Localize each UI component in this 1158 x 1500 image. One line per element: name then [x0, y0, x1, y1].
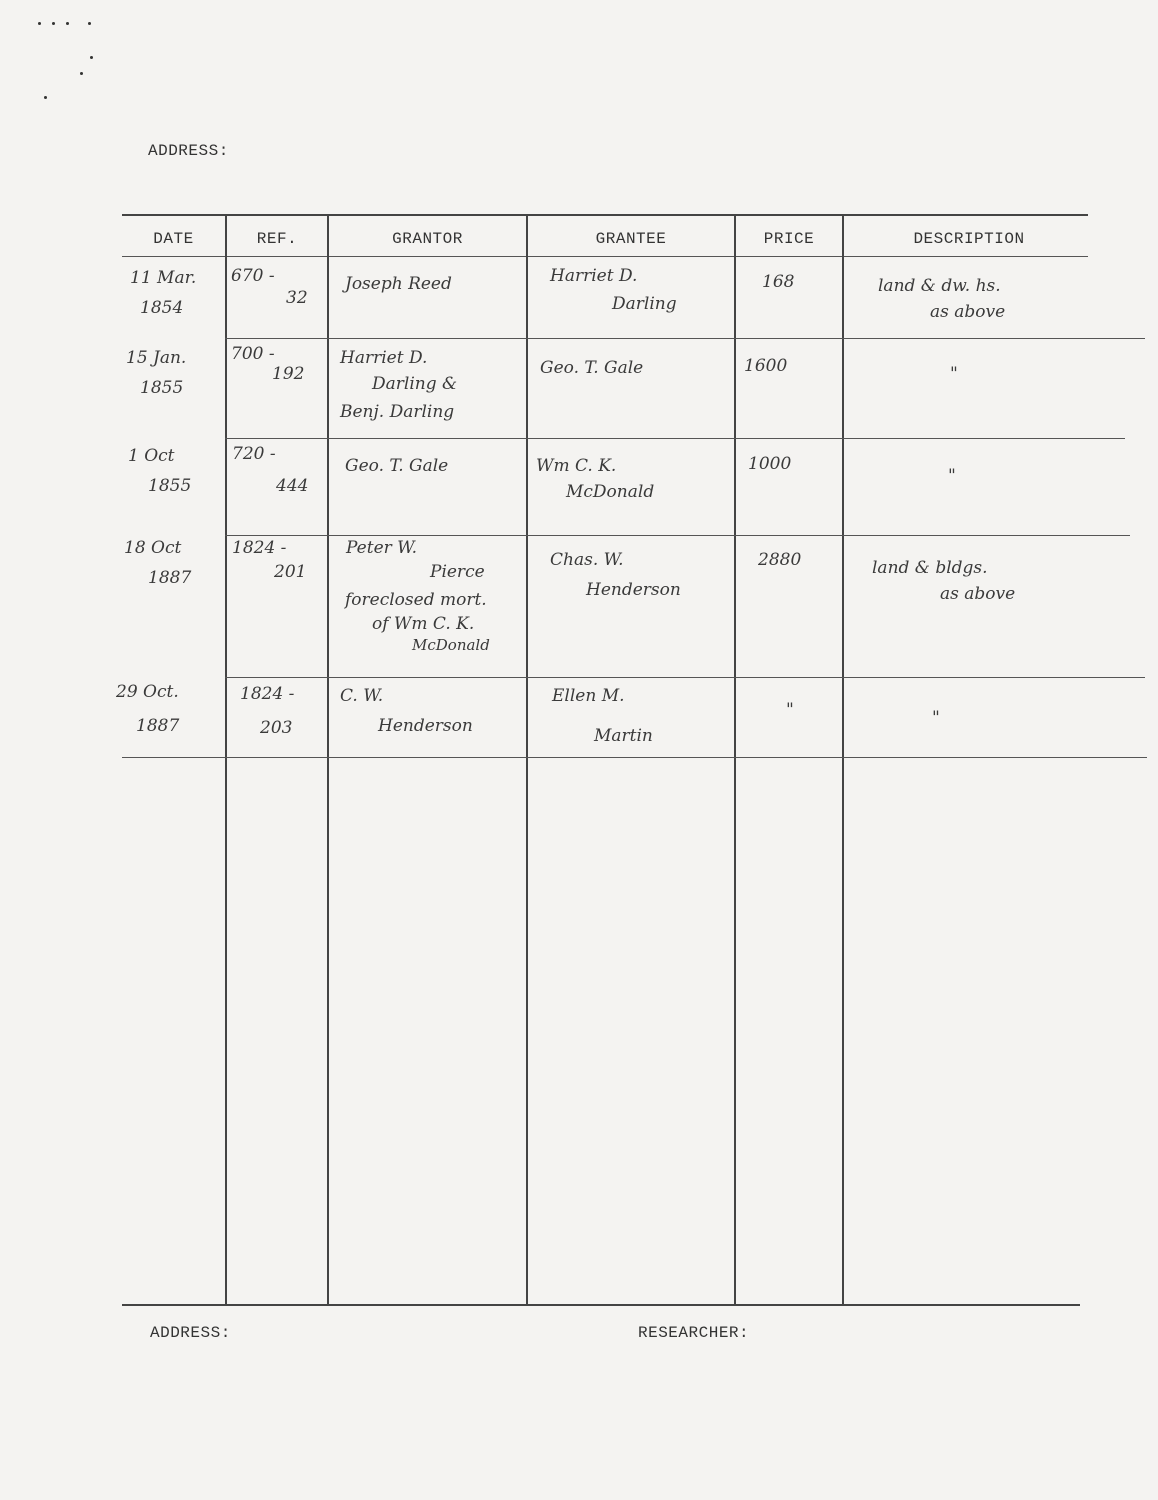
ref-cell-line: 700 - [231, 344, 275, 364]
grantee-cell-line: Henderson [586, 580, 681, 600]
grantee-cell-line: Geo. T. Gale [540, 358, 644, 378]
grantee-cell-line: Darling [612, 294, 677, 314]
date-cell-line: 18 Oct [124, 538, 182, 558]
column-divider [225, 215, 227, 1305]
price-cell: 2880 [758, 550, 802, 570]
grantor-cell-line: McDonald [412, 636, 490, 654]
price-cell: " [786, 700, 794, 720]
address-label-top: ADDRESS: [148, 142, 229, 160]
grantee-cell-line: Ellen M. [552, 686, 625, 706]
grantee-cell-line: Martin [594, 726, 653, 746]
date-cell-line: 1854 [140, 298, 184, 318]
grantor-cell-line: Darling & [372, 374, 458, 394]
grantor-cell-line: Henderson [378, 716, 473, 736]
ref-cell-line: 32 [286, 288, 308, 308]
row-divider [122, 757, 1147, 758]
researcher-label: RESEARCHER: [638, 1324, 750, 1342]
ref-cell-line: 201 [274, 562, 307, 582]
date-cell-line: 1 Oct [128, 446, 175, 466]
column-header-price: PRICE [763, 230, 815, 248]
date-cell-line: 29 Oct. [116, 682, 179, 702]
description-cell-line: " [950, 364, 958, 384]
ref-cell-line: 1824 - [232, 538, 287, 558]
date-cell-line: 1887 [148, 568, 192, 588]
grantee-cell-line: Wm C. K. [536, 456, 617, 476]
ref-cell-line: 203 [260, 718, 293, 738]
grantor-cell-line: Geo. T. Gale [345, 456, 449, 476]
price-cell: 1000 [748, 454, 792, 474]
ref-cell-line: 1824 - [240, 684, 295, 704]
date-cell-line: 1855 [148, 476, 192, 496]
grantee-cell-line: McDonald [566, 482, 655, 502]
grantor-cell-line: Benj. Darling [340, 402, 455, 422]
table-bottom-border [122, 1304, 1080, 1306]
column-header-date: DATE [153, 230, 194, 248]
row-divider [225, 535, 1130, 536]
row-divider [225, 677, 1145, 678]
grantor-cell-line: Joseph Reed [345, 274, 452, 294]
column-header-description: DESCRIPTION [913, 230, 1025, 248]
price-cell: 168 [762, 272, 795, 292]
column-divider [327, 215, 329, 1305]
description-cell-line: as above [930, 302, 1006, 322]
column-divider [734, 215, 736, 1305]
date-cell-line: 11 Mar. [130, 268, 197, 288]
grantor-cell-line: foreclosed mort. [345, 590, 487, 610]
grantor-cell-line: of Wm C. K. [372, 614, 475, 634]
description-cell-line: " [948, 466, 956, 486]
ref-cell-line: 192 [272, 364, 305, 384]
column-divider [842, 215, 844, 1305]
row-divider [225, 438, 1125, 439]
date-cell-line: 1855 [140, 378, 184, 398]
address-label-bottom: ADDRESS: [150, 1324, 231, 1342]
ref-cell-line: 444 [276, 476, 309, 496]
column-header-grantee: GRANTEE [595, 230, 667, 248]
column-header-grantor: GRANTOR [392, 230, 463, 248]
column-divider [526, 215, 528, 1305]
date-cell-line: 1887 [136, 716, 180, 736]
description-cell-line: land & dw. hs. [878, 276, 1001, 296]
date-cell-line: 15 Jan. [126, 348, 187, 368]
grantor-cell-line: C. W. [340, 686, 384, 706]
grantor-cell-line: Peter W. [346, 538, 418, 558]
header-divider [122, 256, 1088, 257]
ref-cell-line: 670 - [231, 266, 275, 286]
description-cell-line: as above [940, 584, 1016, 604]
table-top-border [122, 214, 1088, 216]
description-cell-line: " [932, 708, 940, 728]
column-header-ref: REF. [256, 230, 298, 248]
grantee-cell-line: Chas. W. [550, 550, 624, 570]
description-cell-line: land & bldgs. [872, 558, 988, 578]
grantor-cell-line: Pierce [430, 562, 485, 582]
price-cell: 1600 [744, 356, 788, 376]
row-divider [225, 338, 1145, 339]
grantor-cell-line: Harriet D. [340, 348, 428, 368]
grantee-cell-line: Harriet D. [550, 266, 638, 286]
ref-cell-line: 720 - [232, 444, 276, 464]
